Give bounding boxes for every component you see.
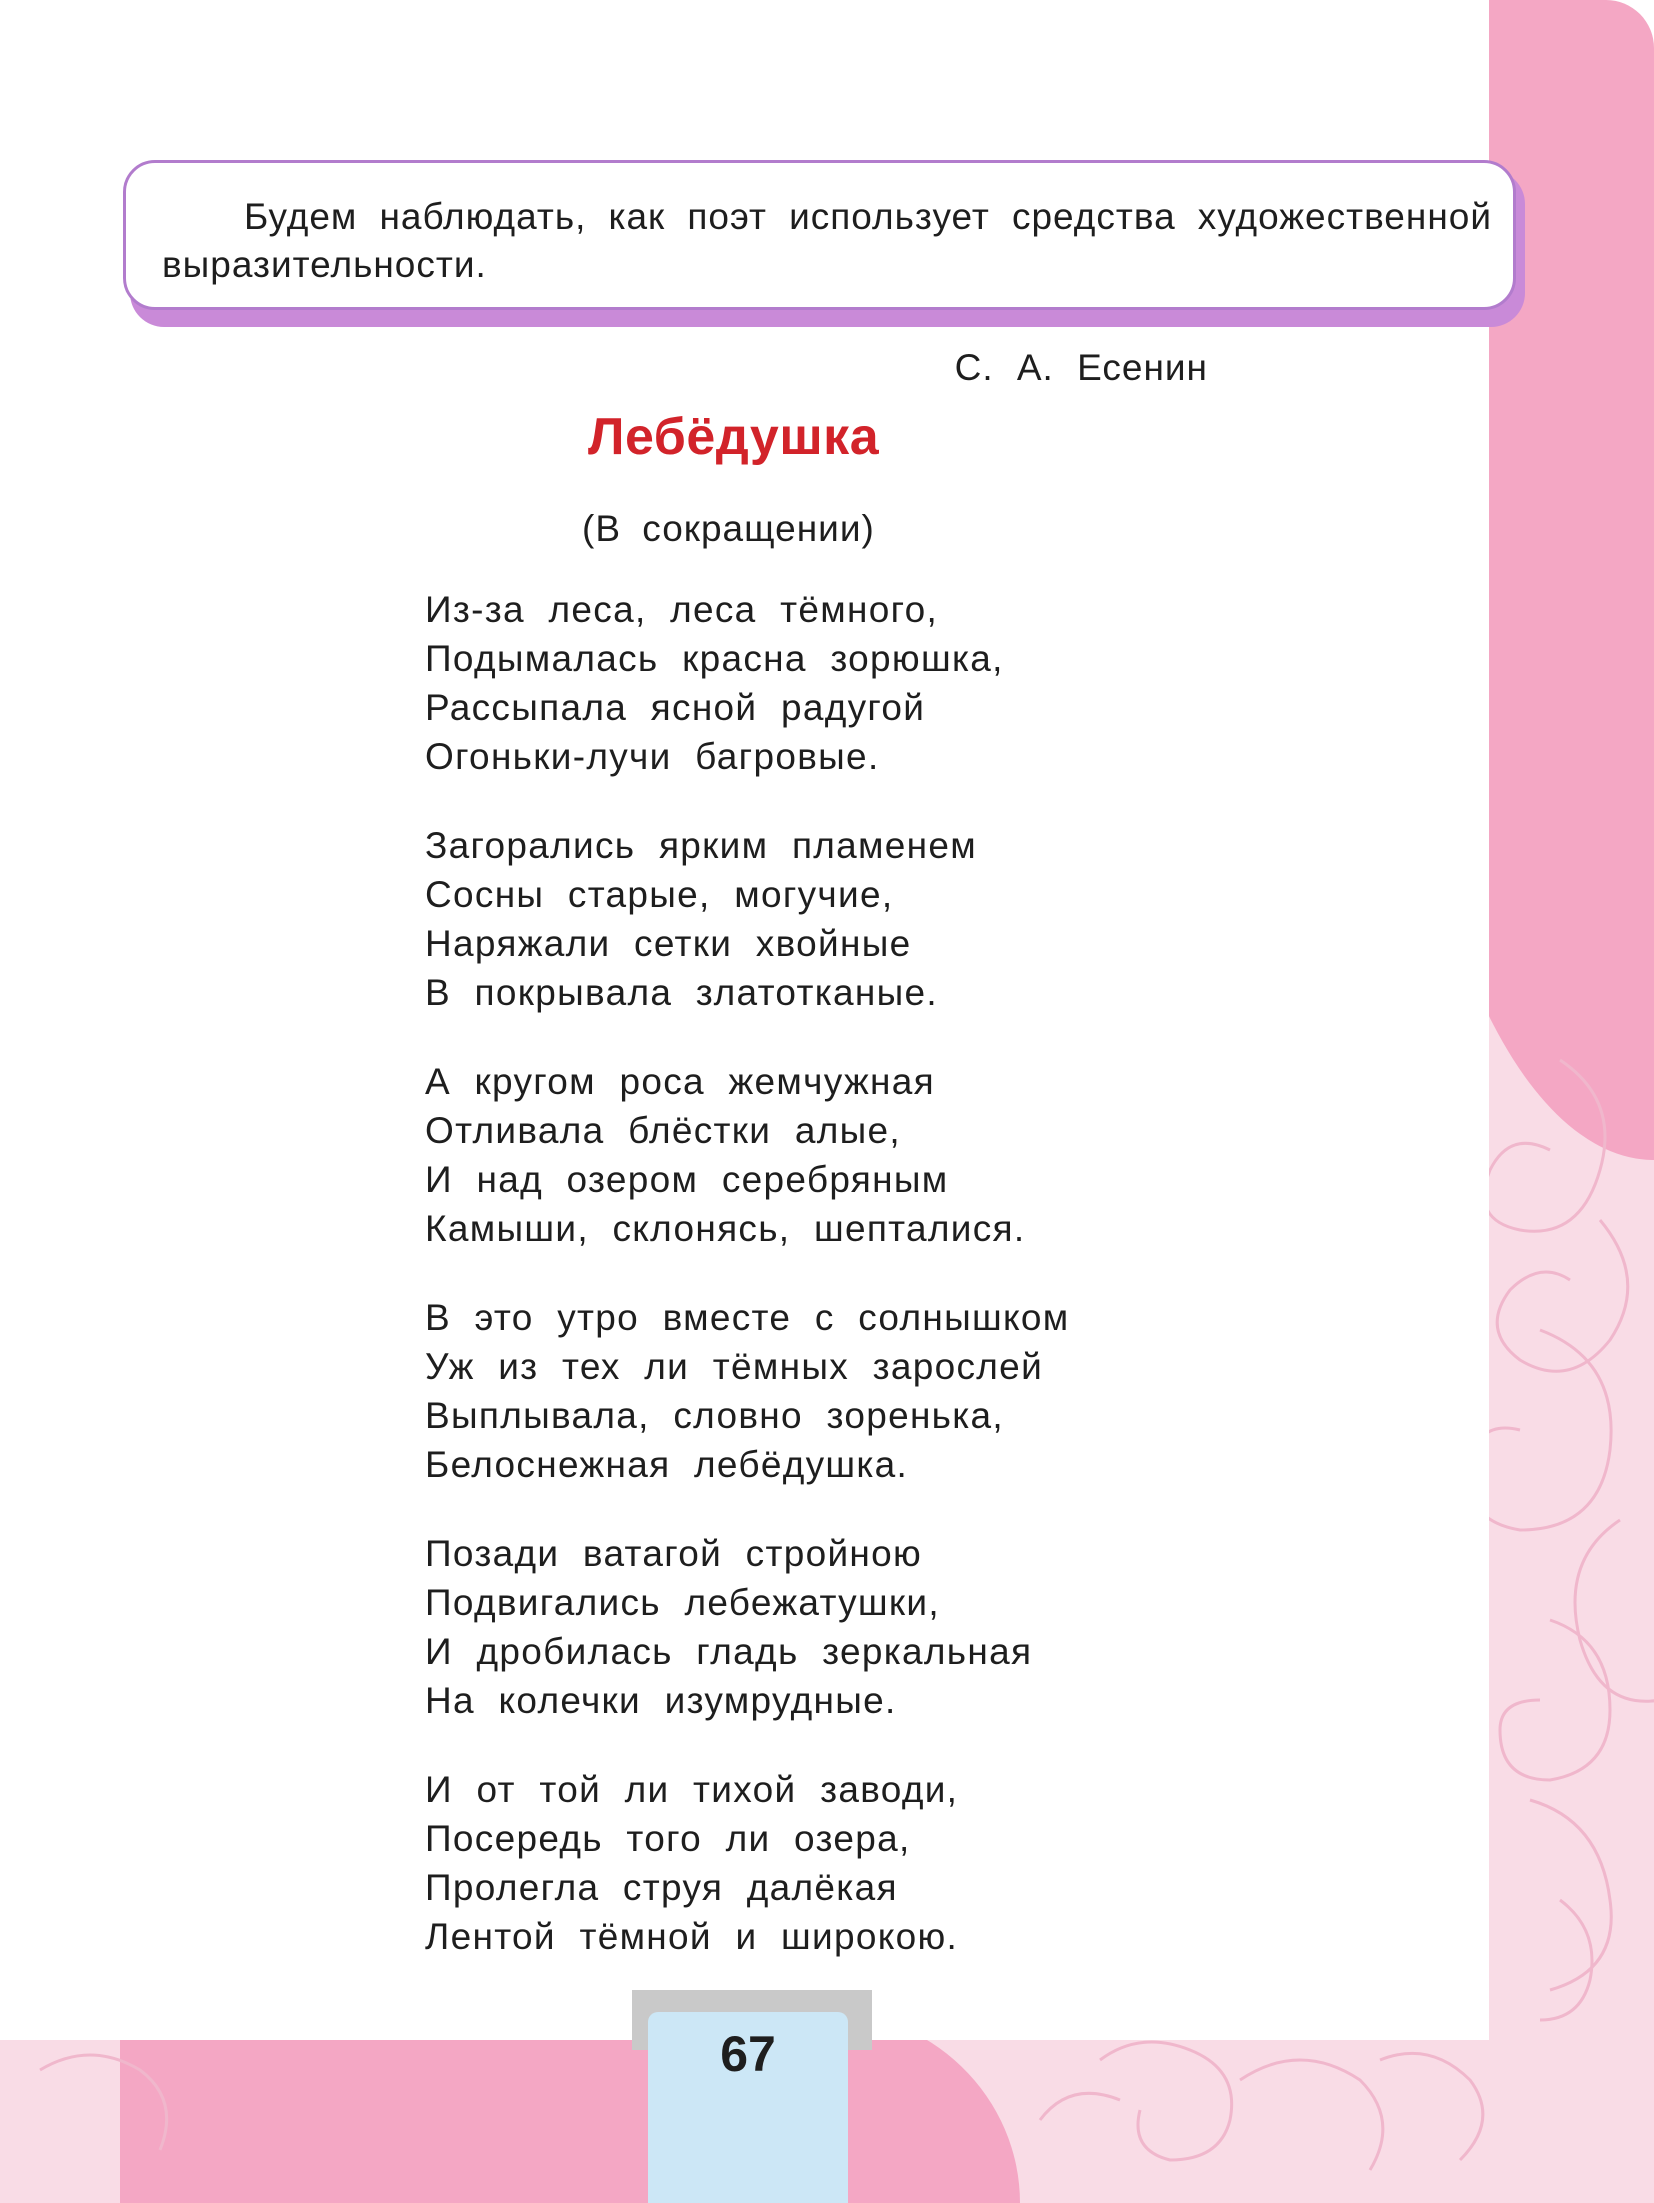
poem-line: Выплывала, словно зоренька, [425, 1395, 1005, 1436]
intro-text: Будем наблюдать, как поэт использует средства художественной выразительности. [162, 196, 1492, 285]
poem-line: Сосны старые, могучие, [425, 874, 894, 915]
poem-line: Наряжали сетки хвойные [425, 923, 912, 964]
poem-line: Отливала блёстки алые, [425, 1110, 901, 1151]
poem-line: Загорались ярким пламенем [425, 825, 978, 866]
stanza [425, 821, 1285, 1017]
poem-line: Из-за леса, леса тёмного, [425, 589, 939, 630]
page-number: 67 [720, 2026, 776, 2082]
poem-author: С. А. Есенин [954, 347, 1208, 388]
poem-line: В это утро вместе с солнышком [425, 1297, 1070, 1338]
poem-subtitle: (В сокращении) [582, 508, 875, 549]
poem-line: Пролегла струя далёкая [425, 1867, 898, 1908]
intro-box [123, 160, 1516, 310]
poem-line: Подвигались лебежатушки, [425, 1582, 940, 1623]
poem-line: Подымалась красна зорюшка, [425, 638, 1004, 679]
poem-line: Лентой тёмной и широкою. [425, 1916, 959, 1957]
stanza [425, 1293, 1285, 1489]
poem-line: Уж из тех ли тёмных зарослей [425, 1346, 1044, 1387]
poem-line: Камыши, склонясь, шепталися. [425, 1208, 1026, 1249]
poem-body [425, 585, 1285, 2001]
poem-line: И от той ли тихой заводи, [425, 1769, 959, 1810]
poem-title: Лебёдушка [588, 408, 880, 466]
poem-line: И над озером серебряным [425, 1159, 949, 1200]
stanza [425, 585, 1285, 781]
poem-line: Посередь того ли озера, [425, 1818, 911, 1859]
stanza [425, 1765, 1285, 1961]
poem-line: Рассыпала ясной радугой [425, 687, 926, 728]
poem-line: Позади ватагой стройною [425, 1533, 923, 1574]
poem-line: Белоснежная лебёдушка. [425, 1444, 909, 1485]
poem-line: Огоньки-лучи багровые. [425, 736, 880, 777]
stanza [425, 1057, 1285, 1253]
poem-line: На колечки изумрудные. [425, 1680, 897, 1721]
poem-line: А кругом роса жемчужная [425, 1061, 935, 1102]
poem-line: И дробилась гладь зеркальная [425, 1631, 1033, 1672]
stanza [425, 1529, 1285, 1725]
poem-line: В покрывала златотканые. [425, 972, 939, 1013]
